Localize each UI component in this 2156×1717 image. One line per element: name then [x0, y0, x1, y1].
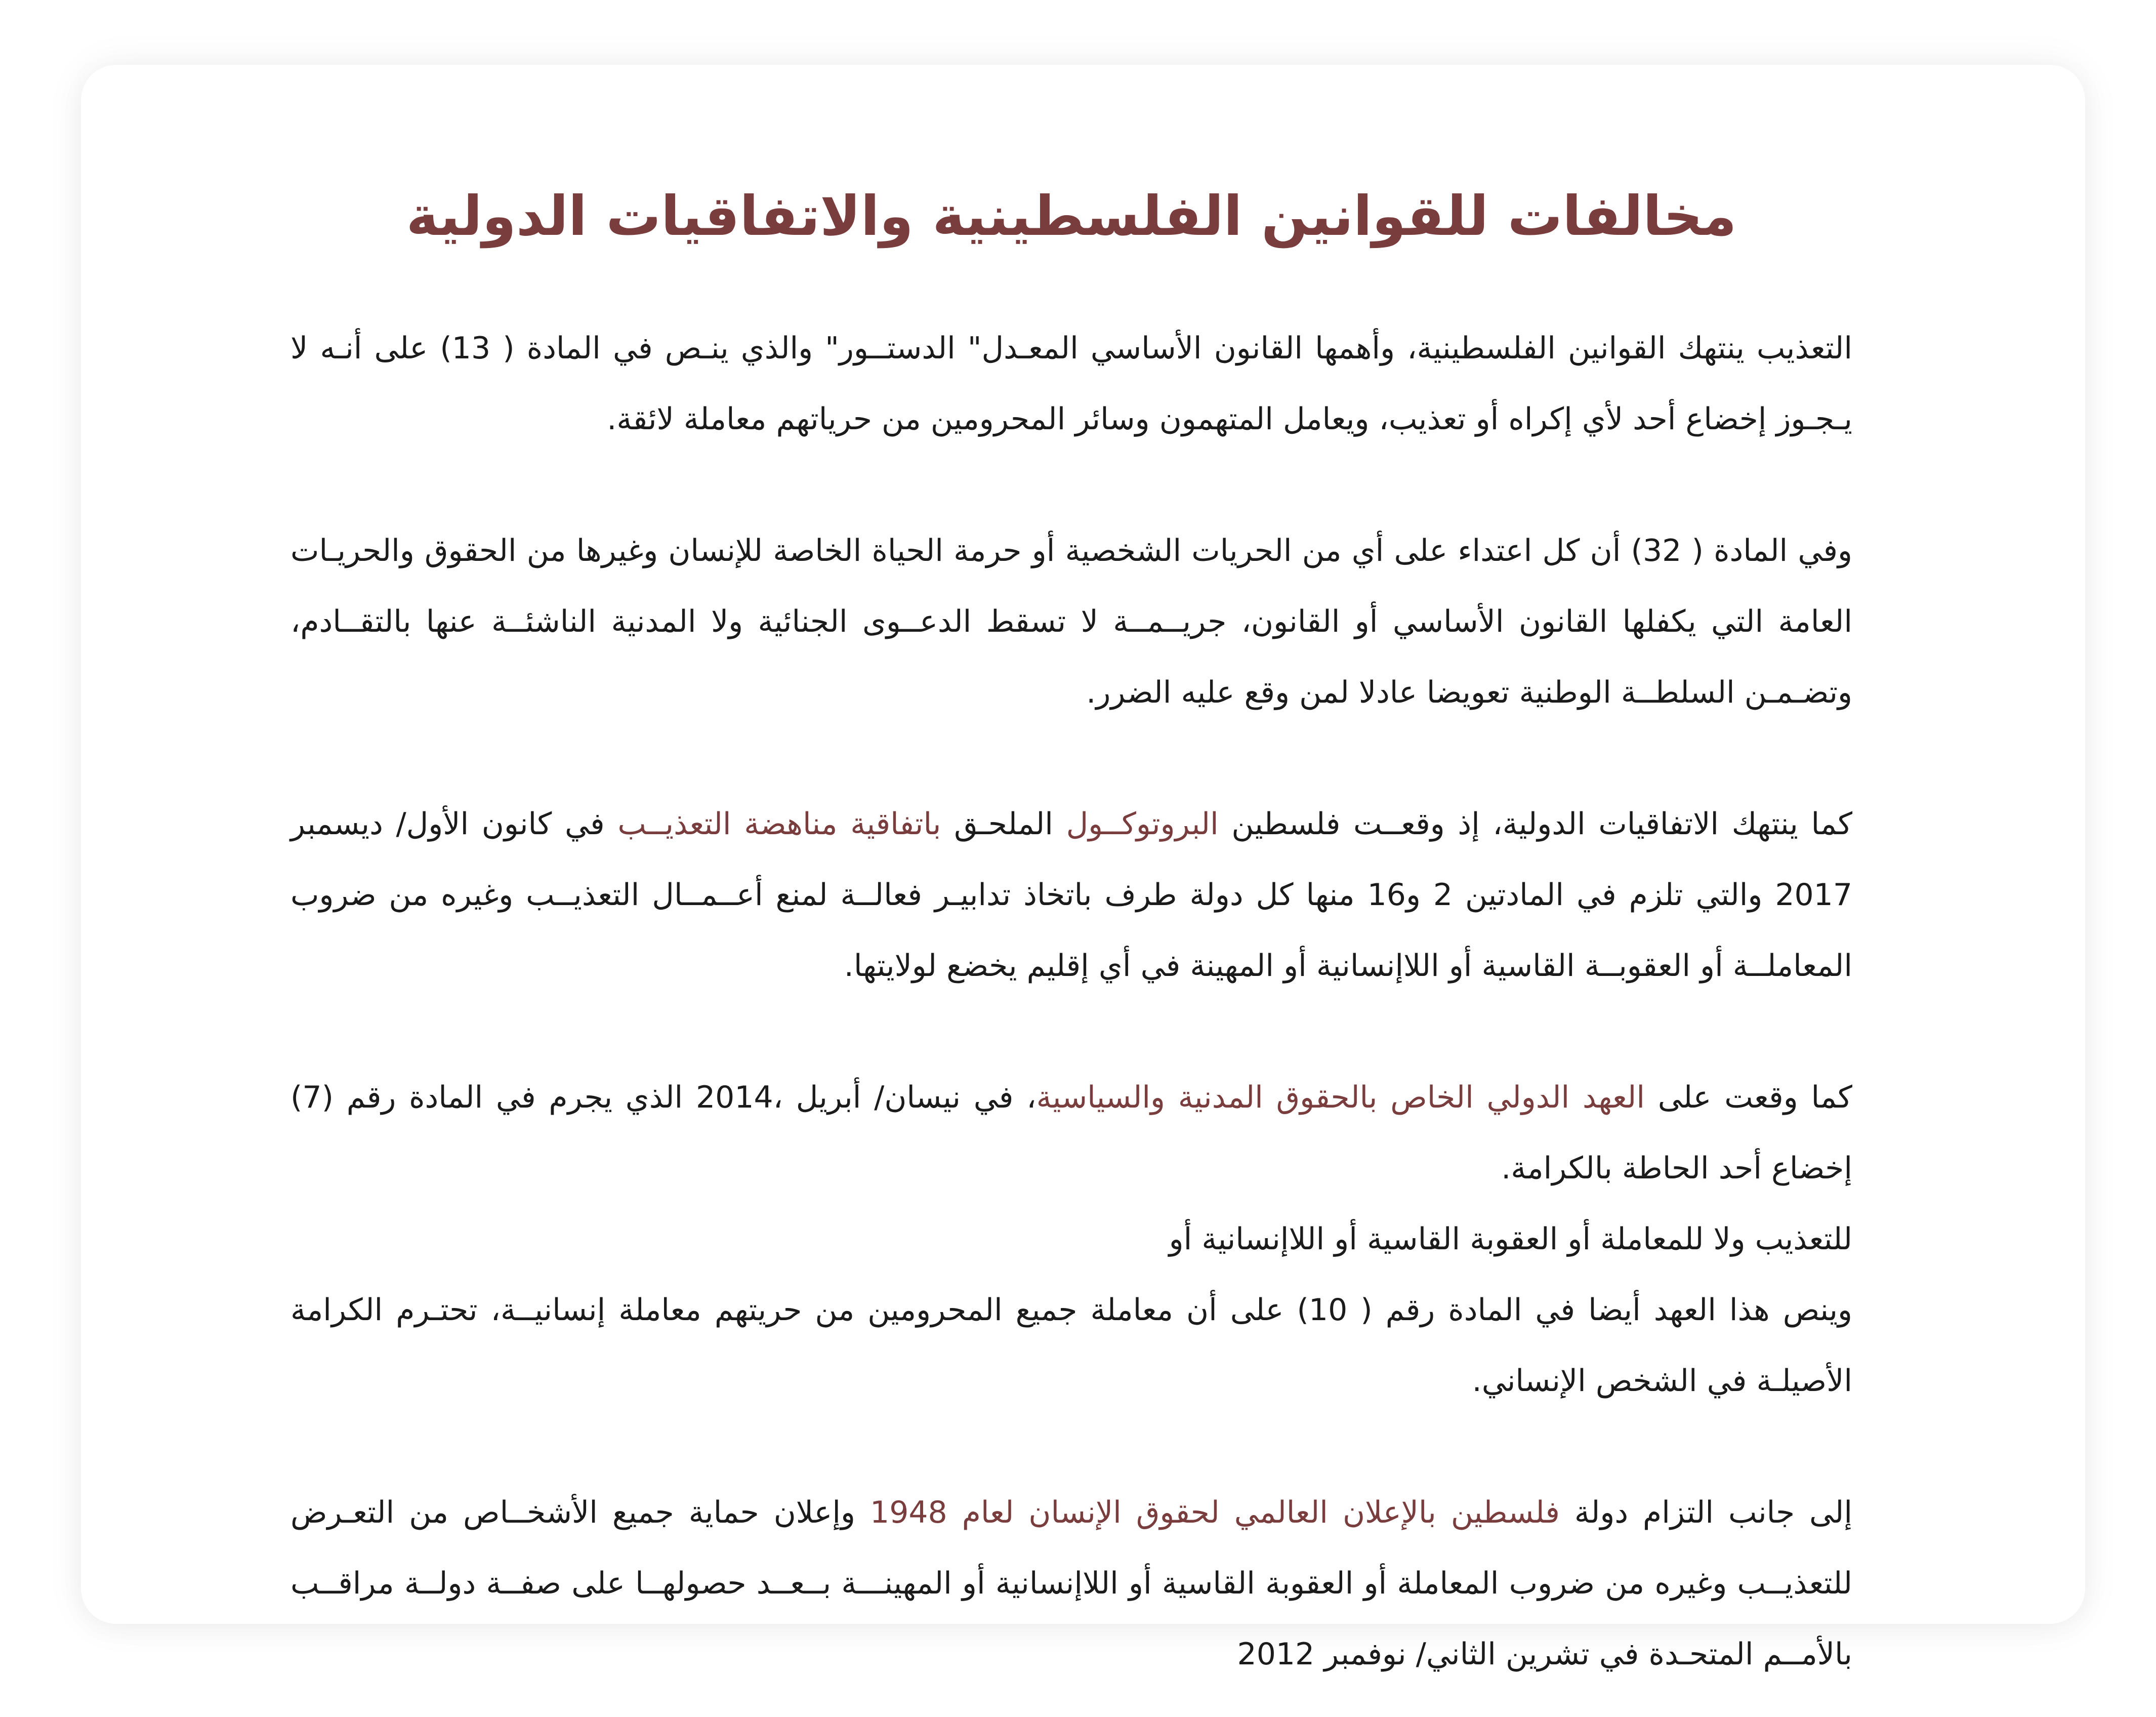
paragraph-3-text-2: الملحـق: [941, 806, 1066, 842]
page-title: مخالفات للقوانين الفلسطينية والاتفاقيات الدولية: [406, 185, 1737, 248]
paragraph-4-line-2: للتعذيب ولا للمعاملة أو العقوبة القاسية أو اللاإنسانية أو: [1169, 1221, 1852, 1257]
paragraph-3-text-1: كما ينتهك الاتفاقيات الدولية، إذ وقعــت فلسطين: [1218, 806, 1853, 842]
paragraph-5-text-1: إلى جانب التزام دولة: [1559, 1495, 1852, 1531]
paragraph-1: التعذيب ينتهك القوانين الفلسطينية، وأهمها القانون الأساسي المعـدل" الدستــور" والذي ينـص في المادة ( 13) على أنـه لا يـجـوز إخضاع أحد لأي إكراه أو تعذيب، ويعامل المتهمون وسائر المحرومين من حرياتهم معاملة لائقة.: [291, 331, 1852, 437]
paragraph-2: وفي المادة ( 32) أن كل اعتداء على أي من الحريات الشخصية أو حرمة الحياة الخاصة للإنسان وغيرها من الحقوق والحريـات العامة التي يكفلها القانون الأساسي أو القانون، جريــمــة لا تسقط الدعــوى الجنائية ولا المدنية الناشئــة عنها بالتقــادم، وتضـمـن السلطــة الوطنية تعويضا عادلا لمن وقع عليه الضرر.: [291, 533, 1852, 711]
paragraph-4-line-3: وينص هذا العهد أيضا في المادة رقم ( 10) على أن معاملة جميع المحرومين من حريتهم معاملة إنسانيــة، تحتـرم الكرامة الأصيلـة في الشخص الإنساني.: [291, 1292, 1852, 1399]
udhr-link[interactable]: فلسطين بالإعلان العالمي لحقوق الإنسان لعام 1948: [870, 1495, 1560, 1531]
paragraph-4-line-1: [291, 1062, 1852, 1204]
anti-torture-convention-link[interactable]: باتفاقية مناهضة التعذيــب: [617, 806, 941, 842]
paragraph-5: [291, 1477, 1852, 1690]
paragraph-4-text-1: كما وقعت على: [1645, 1080, 1852, 1116]
iccpr-link[interactable]: العهد الدولي الخاص بالحقوق المدنية والسياسية: [1036, 1080, 1645, 1116]
paragraph-5-text-2: وإعلان حماية جميع الأشخــاص من التعـرض للتعذيــب وغيره من ضروب المعاملة أو العقوبة القاسية أو اللاإنسانية أو المهينـــة بــعــد حصولهــا على صفــة دولــة مراقــب بالأمــم المتحـدة في تشرين الثاني/ نوفمبر 2012: [291, 1495, 1852, 1672]
protocol-link[interactable]: البروتوكــول: [1066, 806, 1219, 842]
article-content: [291, 181, 1852, 1690]
paragraph-4: [291, 1062, 1852, 1416]
paragraph-3-text-3: في كانون الأول/ ديسمبر 2017 والتي تلزم في المادتين 2 و16 منها كل دولة طرف باتخاذ تدابيـر فعالــة لمنع أعــمــال التعذيــب وغيره من ضروب المعاملــة أو العقوبــة القاسية أو اللاإنسانية أو المهينة في أي إقليم يخضع لولايتها.: [291, 806, 1853, 984]
article-card: [81, 65, 2085, 1672]
paragraph-3: [291, 789, 1852, 1001]
paragraph-4-text-2: ، في نيسان/ أبريل ،2014 الذي يجرم في المادة رقم (7) إخضاع أحد الحاطة بالكرامة.: [291, 1080, 1852, 1187]
